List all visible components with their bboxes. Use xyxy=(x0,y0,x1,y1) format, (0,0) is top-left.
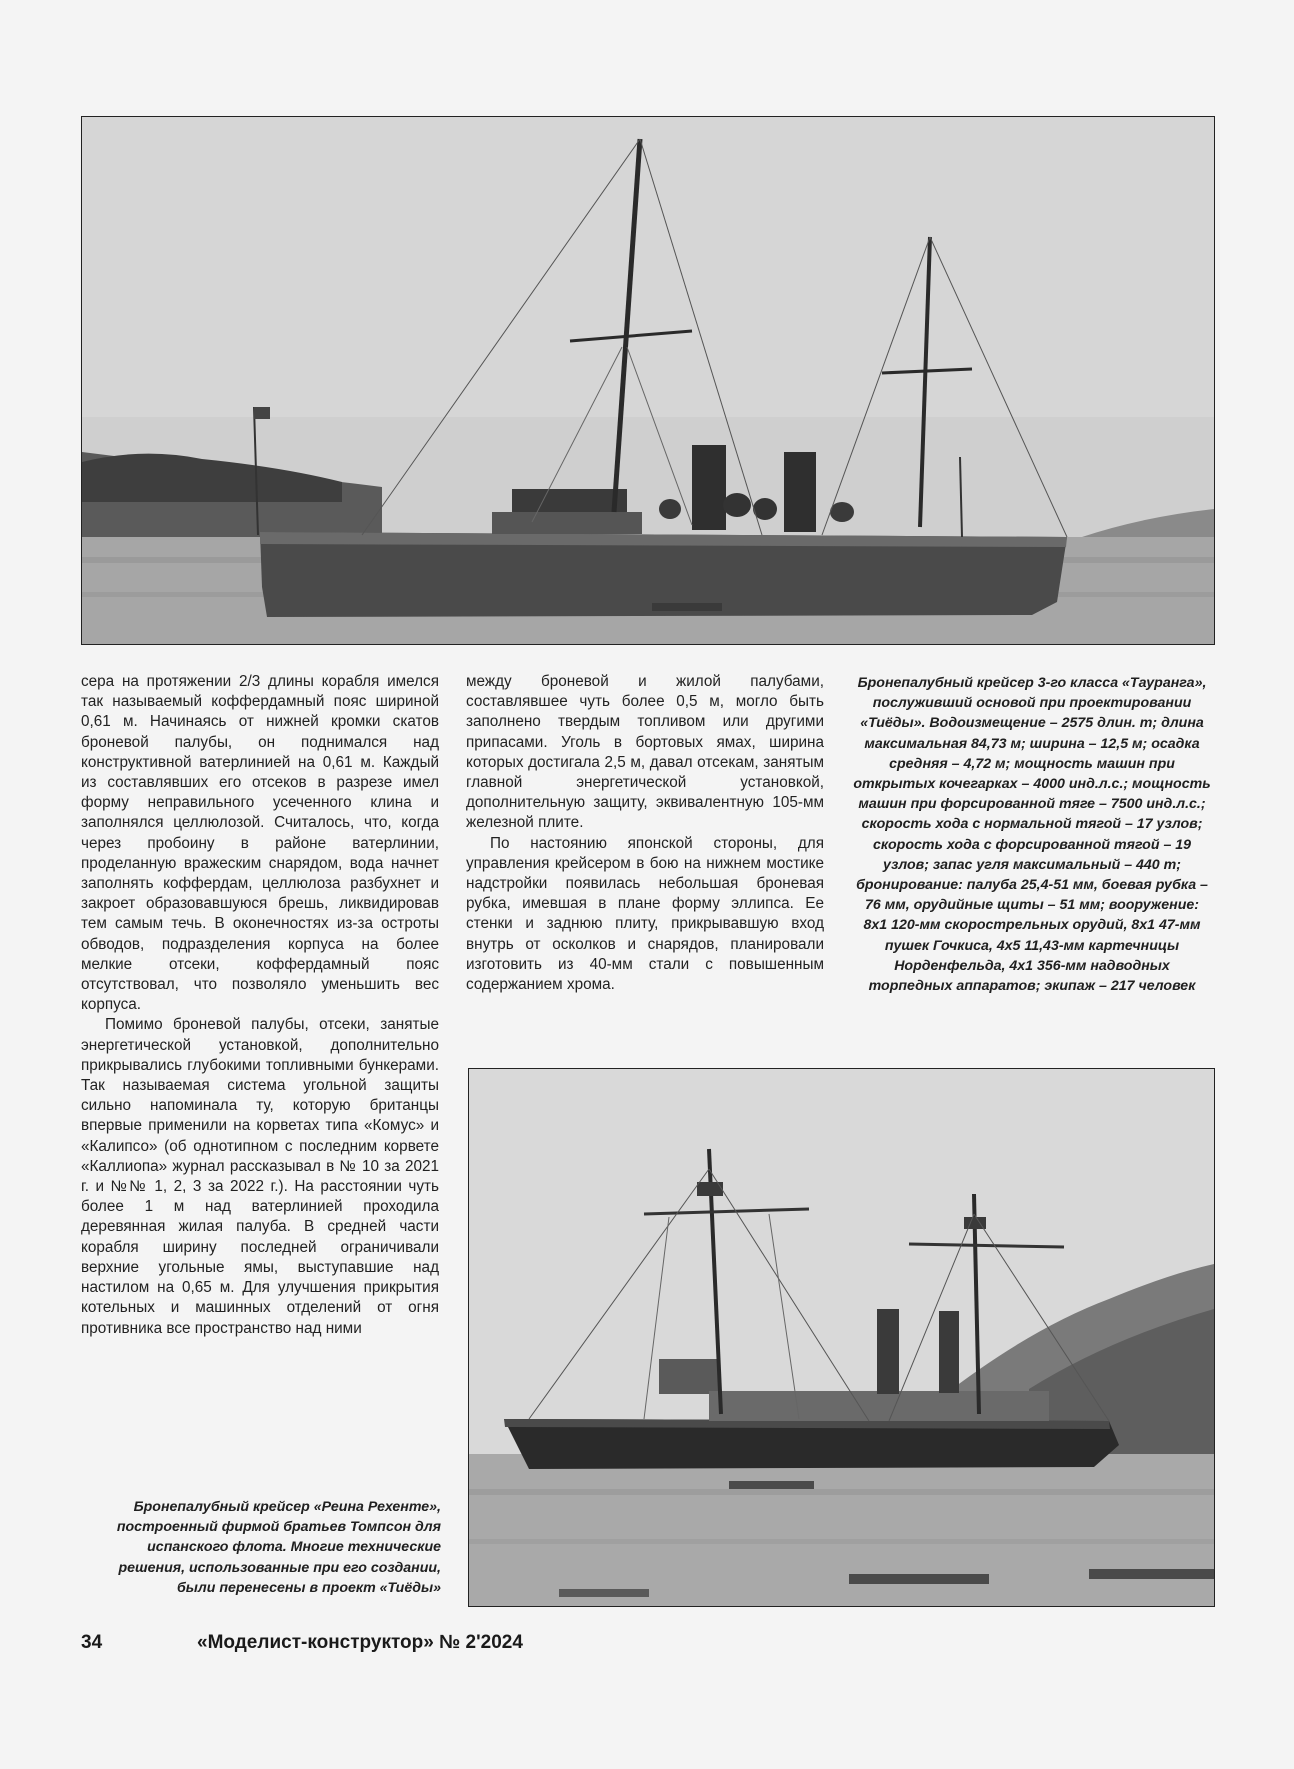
photo-cruiser-tauranga xyxy=(81,116,1215,645)
photo-caption-tauranga: Бронепалубный крейсер 3-го класса «Тауранга», послуживший основой при проектировании «Тиёды». Водоизмещение – 2575 длин. т; длина максимальная 84,73 м; ширина – 12,5 м; осадка средняя – 4,72 м; мощность машин при открытых кочегарках – 4000 инд.л.с.; мощность машин при форсированной тяге – 7500 инд.л.с.; скорость хода с нормальной тягой – 17 узлов; скорость хода с форсированной тягой – 19 узлов; запас угля максимальный – 440 т; бронирование: палуба 25,4-51 мм, боевая рубка – 76 мм, орудийные щиты – 51 мм; вооружение: 8х1 120-мм скорострельных орудий, 8х1 47-мм пушек Гочкиса, 4х5 11,43-мм картечницы Норденфельда, 4х1 356-мм надводных торпедных аппаратов; экипаж – 217 человек xyxy=(853,675,1211,995)
paragraph: сера на протяжении 2/3 длины корабля имелся так называемый коффердамный пояс шириной 0,61 м. Начинаясь от нижней кромки скатов броневой палубы, он поднимался над конструктивной ватерлинией на 0,61 м. Каждый из составлявших его отсеков в разрезе имел форму неправильного усеченного клина и заполнялся целлюлозой. Считалось, что, когда через пробоину в районе ватерлинии, проделанную вражеским снарядом, вода начнет заполнять коффердам, целлюлоза разбухнет и закроет образовавшуюся брешь, ликвидировав тем самым течь. В оконечностях из-за остроты обводов, подразделения корпуса на более мелкие отсеки, коффердамный пояс отсутствовал, что позволяло уменьшить вес корпуса. xyxy=(81,673,439,1014)
paragraph: Помимо броневой палубы, отсеки, занятые энергетической установкой, дополнительно прикрывались глубокими топливными бункерами. Так называемая система угольной защиты сильно напоминала ту, которую британцы впервые применили на корветах типа «Комус» и «Калипсо» (об однотипном с последним корвете «Каллиопа» журнал рассказывал в № 10 за 2021 г. и №№ 1, 2, 3 за 2022 г.). На расстоянии чуть более 1 м над ватерлинией проходила деревянная жилая палуба. В средней части корабля ширину последней ограничивали верхние угольные ямы, выступавшие над настилом на 0,65 м. Для улучшения прикрытия котельных и машинных отделений от огня противника все пространство над ними xyxy=(81,1016,439,1337)
article-column-2 xyxy=(466,672,824,995)
photo-caption-reina-regente: Бронепалубный крейсер «Реина Рехенте», построенный фирмой братьев Томпсон для испанского флота. Многие технические решения, использованные при его создании, были перенесены в проект «Тиёды» xyxy=(116,1499,441,1596)
journal-issue: «Моделист-конструктор» № 2'2024 xyxy=(197,1632,523,1653)
ship-illustration-top xyxy=(82,117,1214,644)
article-column-1 xyxy=(81,672,439,1339)
paragraph: По настоянию японской стороны, для управления крейсером в бою на нижнем мостике надстройки появилась небольшая броневая рубка, имевшая в плане форму эллипса. Ее стенки и заднюю плиту, прикрывавшую вход внутрь от осколков и снарядов, планировали изготовить из 40-мм стали с повышенным содержанием хрома. xyxy=(466,834,824,994)
photo-cruiser-reina-regente xyxy=(468,1068,1215,1607)
page-number: 34 xyxy=(81,1632,103,1653)
paragraph: между броневой и жилой палубами, составлявшее чуть более 0,5 м, могло быть заполнено твердым топливом или другими припасами. Уголь в бортовых ямах, ширина которых достигала 2,5 м, давал отсекам, занятым главной энергетической установкой, дополнительную защиту, эквивалентную 105-мм железной плите. xyxy=(466,673,824,832)
ship-illustration-bottom xyxy=(469,1069,1214,1606)
